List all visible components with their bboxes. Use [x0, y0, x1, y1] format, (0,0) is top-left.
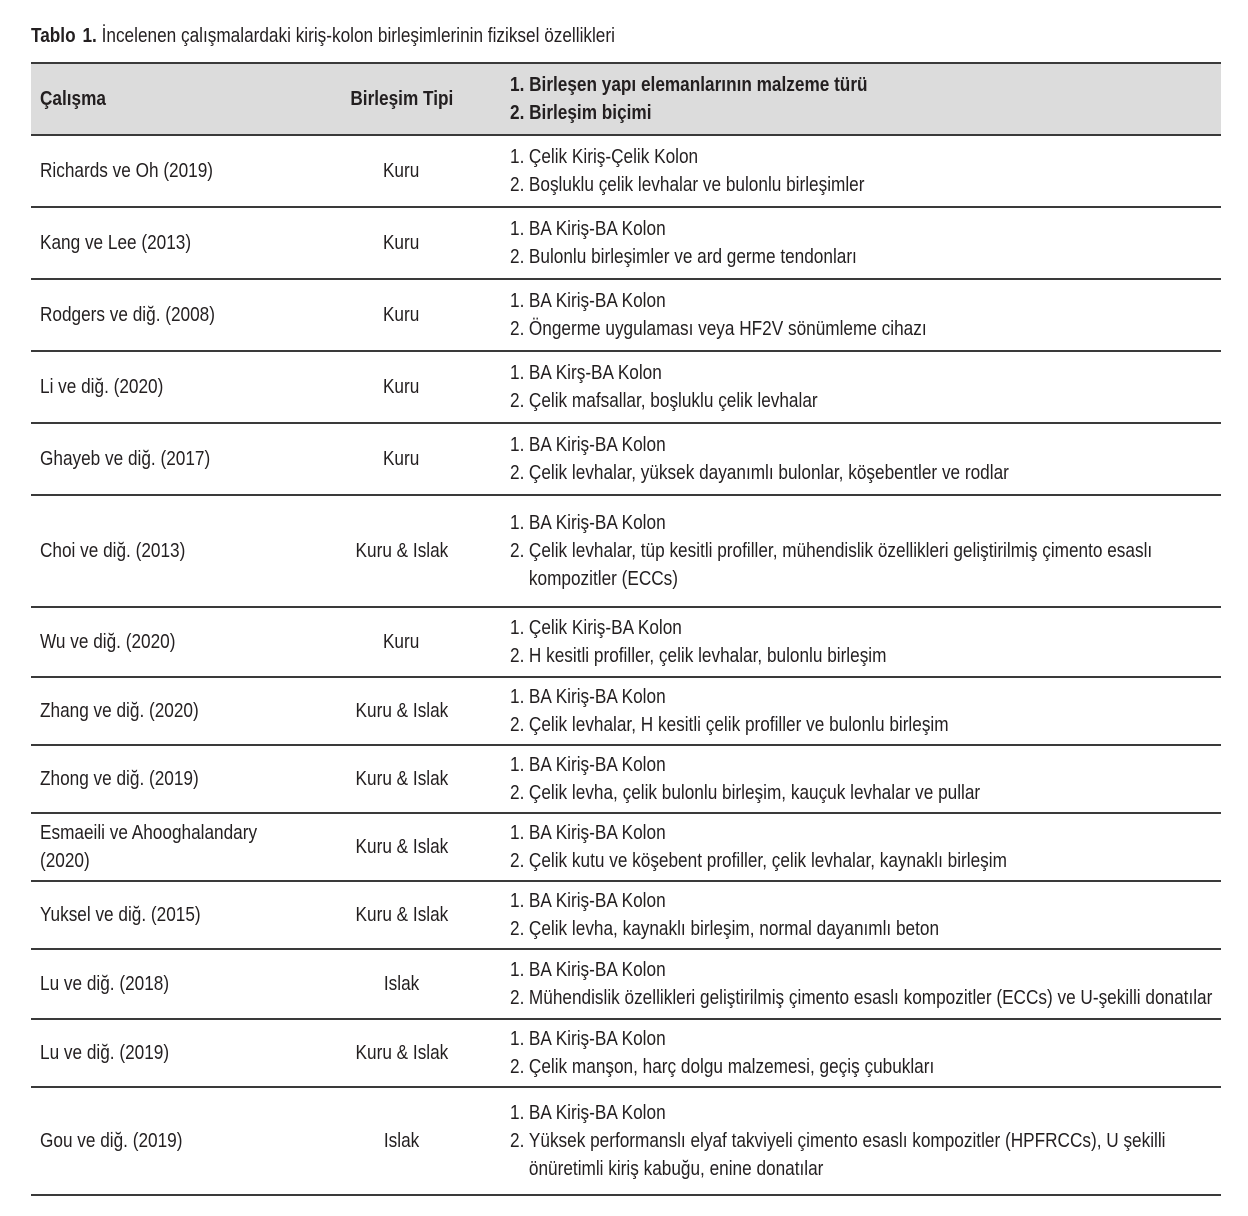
- connection-item: 2. Çelik levhalar, yüksek dayanımlı bulonlar, köşebentler ve rodlar: [510, 462, 1009, 484]
- table-row: [31, 1087, 1221, 1195]
- cell-description: [501, 881, 1221, 949]
- cell-description: [501, 607, 1221, 677]
- table-row: [31, 279, 1221, 351]
- cell-study: Zhang ve diğ. (2020): [40, 700, 199, 722]
- material-item: 1. BA Kiriş-BA Kolon: [510, 1102, 666, 1124]
- cell-type: Kuru & Islak: [355, 700, 448, 722]
- material-item: 1. BA Kiriş-BA Kolon: [510, 218, 666, 240]
- material-item: 1. BA Kiriş-BA Kolon: [510, 434, 666, 456]
- connection-item: 2. Çelik levhalar, tüp kesitli profiller, mühendislik özellikleri geliştirilmiş çimento esaslı kompozitler (ECCs): [510, 540, 1153, 590]
- studies-table: [31, 62, 1221, 1196]
- cell-type: Kuru & Islak: [355, 904, 448, 926]
- table-row: [31, 1019, 1221, 1087]
- material-item: 1. Çelik Kiriş-Çelik Kolon: [510, 146, 699, 168]
- table-header-row: [31, 63, 1221, 135]
- cell-description: [501, 813, 1221, 881]
- material-item: 1. BA Kirş-BA Kolon: [510, 362, 662, 384]
- material-item: 1. BA Kiriş-BA Kolon: [510, 890, 666, 912]
- table-row: [31, 351, 1221, 423]
- material-item: 1. BA Kiriş-BA Kolon: [510, 754, 666, 776]
- caption-text: İncelenen çalışmalardaki kiriş-kolon birleşimlerinin fiziksel özellikleri: [101, 25, 615, 47]
- material-item: 1. BA Kiriş-BA Kolon: [510, 1028, 666, 1050]
- cell-study: Lu ve diğ. (2019): [40, 1042, 170, 1064]
- material-item: 1. BA Kiriş-BA Kolon: [510, 822, 666, 844]
- cell-description: [501, 677, 1221, 745]
- material-item: 1. BA Kiriş-BA Kolon: [510, 686, 666, 708]
- cell-description: [501, 949, 1221, 1019]
- cell-type: Kuru: [383, 232, 420, 254]
- table-row: [31, 881, 1221, 949]
- material-item: 1. BA Kiriş-BA Kolon: [510, 290, 666, 312]
- table-row: [31, 949, 1221, 1019]
- connection-item: 2. Çelik levhalar, H kesitli çelik profiller ve bulonlu birleşim: [510, 714, 949, 736]
- cell-description: [501, 135, 1221, 207]
- cell-study: Esmaeili ve Ahooghalandary (2020): [40, 822, 258, 872]
- connection-item: 2. Çelik kutu ve köşebent profiller, çelik levhalar, kaynaklı birleşim: [510, 850, 1007, 872]
- cell-study: Zhong ve diğ. (2019): [40, 768, 199, 790]
- cell-description: [501, 745, 1221, 813]
- material-item: 1. Çelik Kiriş-BA Kolon: [510, 617, 682, 639]
- header-description: [501, 63, 1221, 135]
- cell-description: [501, 1087, 1221, 1195]
- material-item: 1. BA Kiriş-BA Kolon: [510, 959, 666, 981]
- table-row: [31, 423, 1221, 495]
- table-row: [31, 677, 1221, 745]
- cell-type: Kuru & Islak: [355, 540, 448, 562]
- header-type: Birleşim Tipi: [350, 88, 453, 110]
- connection-item: 2. H kesitli profiller, çelik levhalar, bulonlu birleşim: [510, 645, 887, 667]
- cell-study: Rodgers ve diğ. (2008): [40, 304, 215, 326]
- cell-type: Kuru: [383, 448, 420, 470]
- cell-description: [501, 1019, 1221, 1087]
- table-body: [31, 135, 1221, 1195]
- connection-item: 2. Öngerme uygulaması veya HF2V sönümleme cihazı: [510, 318, 927, 340]
- cell-description: [501, 495, 1221, 607]
- cell-type: Kuru & Islak: [355, 1042, 448, 1064]
- cell-type: Islak: [383, 973, 420, 995]
- cell-study: Richards ve Oh (2019): [40, 160, 214, 182]
- connection-item: 2. Çelik levha, çelik bulonlu birleşim, kauçuk levhalar ve pullar: [510, 782, 981, 804]
- table-row: [31, 745, 1221, 813]
- cell-description: [501, 351, 1221, 423]
- caption-number: 1.: [82, 25, 97, 47]
- caption-label: Tablo: [31, 25, 76, 47]
- cell-study: Choi ve diğ. (2013): [40, 540, 186, 562]
- material-item: 1. BA Kiriş-BA Kolon: [510, 512, 666, 534]
- connection-item: 2. Mühendislik özellikleri geliştirilmiş çimento esaslı kompozitler (ECCs) ve U-şekilli donatılar: [510, 987, 1213, 1009]
- table-row: [31, 135, 1221, 207]
- cell-description: [501, 279, 1221, 351]
- cell-type: Kuru: [383, 631, 420, 653]
- table-row: [31, 495, 1221, 607]
- cell-description: [501, 423, 1221, 495]
- cell-description: [501, 207, 1221, 279]
- table-caption: [31, 22, 615, 50]
- cell-type: Kuru: [383, 376, 420, 398]
- cell-study: Kang ve Lee (2013): [40, 232, 192, 254]
- table-row: [31, 813, 1221, 881]
- cell-type: Kuru & Islak: [355, 768, 448, 790]
- cell-type: Islak: [383, 1130, 420, 1152]
- cell-type: Kuru: [383, 160, 420, 182]
- cell-study: Ghayeb ve diğ. (2017): [40, 448, 211, 470]
- connection-item: 2. Çelik levha, kaynaklı birleşim, normal dayanımlı beton: [510, 918, 940, 940]
- header-study: Çalışma: [40, 88, 106, 110]
- table-row: [31, 607, 1221, 677]
- connection-item: 2. Bulonlu birleşimler ve ard germe tendonları: [510, 246, 857, 268]
- cell-study: Li ve diğ. (2020): [40, 376, 164, 398]
- cell-type: Kuru: [383, 304, 420, 326]
- cell-study: Lu ve diğ. (2018): [40, 973, 170, 995]
- cell-study: Gou ve diğ. (2019): [40, 1130, 183, 1152]
- table-row: [31, 207, 1221, 279]
- connection-item: 2. Çelik mafsallar, boşluklu çelik levhalar: [510, 390, 818, 412]
- cell-study: Wu ve diğ. (2020): [40, 631, 176, 653]
- header-desc-1: 1. Birleşen yapı elemanlarının malzeme türü: [510, 74, 868, 96]
- cell-study: Yuksel ve diğ. (2015): [40, 904, 201, 926]
- connection-item: 2. Yüksek performanslı elyaf takviyeli çimento esaslı kompozitler (HPFRCCs), U şekilli önüretimli kiriş kabuğu, enine donatılar: [510, 1130, 1166, 1180]
- cell-type: Kuru & Islak: [355, 836, 448, 858]
- connection-item: 2. Çelik manşon, harç dolgu malzemesi, geçiş çubukları: [510, 1056, 935, 1078]
- header-desc-2: 2. Birleşim biçimi: [510, 102, 652, 124]
- connection-item: 2. Boşluklu çelik levhalar ve bulonlu birleşimler: [510, 174, 865, 196]
